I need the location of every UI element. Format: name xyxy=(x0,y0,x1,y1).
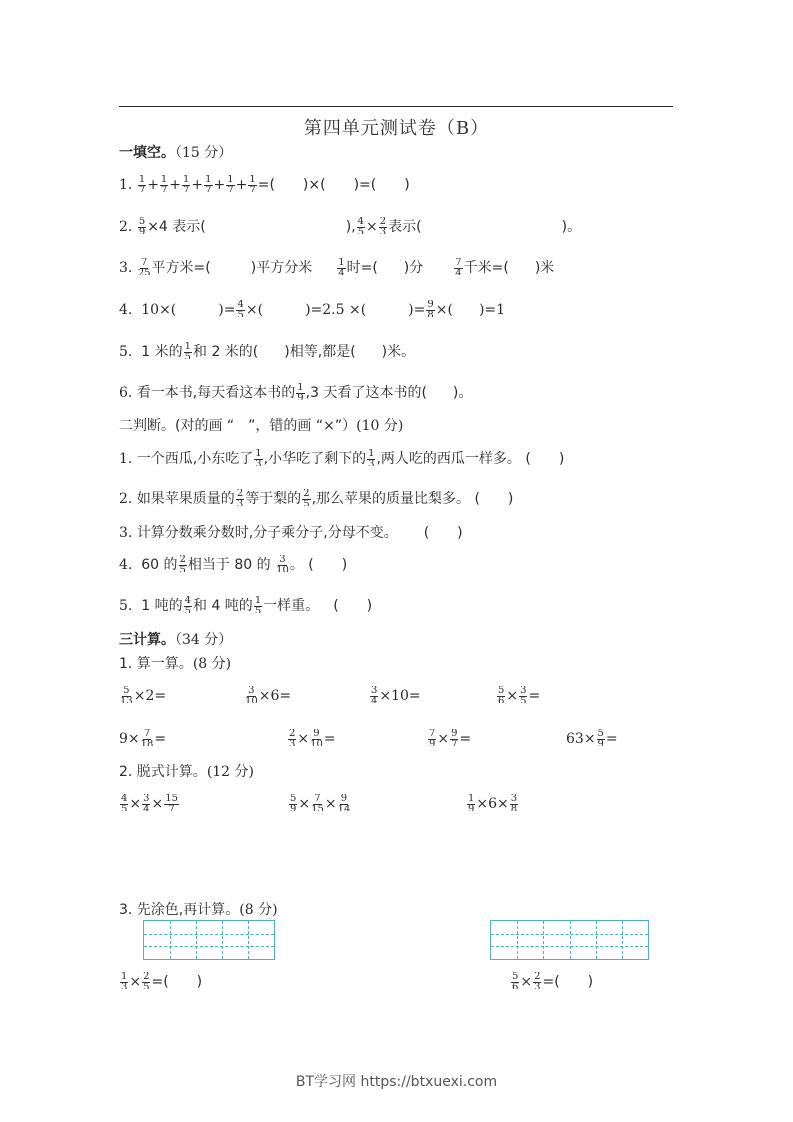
stepwise-expression: $\frac{1}{9}$ ×6× $\frac{3}{8}$ xyxy=(468,794,518,812)
calc-expression: $\frac{7}{9}$ × $\frac{9}{7}$ = xyxy=(429,729,472,747)
fraction: $\frac{3}{10}$ xyxy=(276,555,289,572)
fraction: $\frac{5}{6}$ xyxy=(498,686,505,703)
calc-expression: $\frac{2}{3}$ × $\frac{9}{10}$ = xyxy=(289,729,336,747)
fraction: $\frac{1}{9}$ xyxy=(297,383,304,400)
fraction: $\frac{1}{7}$ xyxy=(205,175,212,192)
answer-blank[interactable]: ( ) xyxy=(525,451,565,467)
fraction: $\frac{3}{8}$ xyxy=(510,794,518,811)
section-score: （34 分） xyxy=(175,632,233,648)
answer-blank[interactable]: ( ) xyxy=(308,557,348,573)
fraction: $\frac{1}{5}$ xyxy=(254,596,262,613)
calc-expression: $\frac{5}{13}$ ×2= xyxy=(120,686,167,704)
fraction: $\frac{1}{3}$ xyxy=(255,449,262,466)
fraction: $\frac{1}{3}$ xyxy=(368,449,375,466)
stepwise-expression: $\frac{5}{9}$ × $\frac{7}{15}$ × $\frac{9}{14}$ xyxy=(290,794,351,812)
section-title: 三计算。 xyxy=(119,632,175,648)
fraction: $\frac{2}{3}$ xyxy=(379,217,387,234)
fill-q2: 2. $\frac{5}{9}$ ×4 表示( ), $\frac{4}{5}$ × $\frac{2}{3}$ 表示( )。 xyxy=(119,217,582,235)
fraction: $\frac{2}{3}$ xyxy=(289,729,296,746)
fraction: $\frac{1}{7}$ xyxy=(249,175,256,192)
fraction: $\frac{2}{5}$ xyxy=(303,489,310,506)
fraction: $\frac{3}{5}$ xyxy=(520,686,527,703)
calc-expression: $\frac{3}{10}$ ×6= xyxy=(245,686,292,704)
judge-q1: 1. 一个西瓜,小东吃了 $\frac{1}{3}$ ,小华吃了剩下的 $\frac{1}{3}$ ,两人吃的西瓜一样多。 ( ) xyxy=(119,449,565,467)
fraction: $\frac{9}{14}$ xyxy=(337,794,351,811)
calc-expression: 9× $\frac{7}{18}$ = xyxy=(119,729,167,747)
section-title: 一填空。 xyxy=(119,145,175,161)
coloring-expr-right: $\frac{5}{6}$ × $\frac{2}{3}$ =( ) xyxy=(512,972,594,990)
coloring-expr-left: $\frac{1}{3}$ × $\frac{2}{5}$ =( ) xyxy=(121,972,203,990)
section1-heading xyxy=(119,143,232,163)
answer-blank[interactable]: ( ) xyxy=(333,598,373,614)
part2-heading: 2. 脱式计算。(12 分) xyxy=(119,764,255,780)
judge-q4: 4. 60 的 $\frac{2}{5}$ 相当于 80 的 $\frac{3}{10}$ 。 ( ) xyxy=(119,555,348,573)
answer-blank[interactable]: =( ) xyxy=(542,974,594,990)
fraction: $\frac{5}{6}$ xyxy=(512,972,519,989)
answer-blank[interactable]: ( ) xyxy=(474,491,514,507)
fraction: $\frac{1}{7}$ xyxy=(227,175,234,192)
judge-q2: 2. 如果苹果质量的 $\frac{2}{3}$ 等于梨的 $\frac{2}{5}$ ,那么苹果的质量比梨多。 ( ) xyxy=(119,489,514,507)
part1-heading: 1. 算一算。(8 分) xyxy=(119,656,232,672)
fraction: $\frac{7}{18}$ xyxy=(140,729,154,746)
fraction: $\frac{1}{7}$ xyxy=(183,175,190,192)
fraction: $\frac{5}{9}$ xyxy=(597,729,604,746)
judge-q3: 3. 计算分数乘分数时,分子乘分子,分母不变。 ( ) xyxy=(119,525,463,541)
footer-watermark: BT学习网 https://btxuexi.com xyxy=(295,1074,498,1090)
part3-heading: 3. 先涂色,再计算。(8 分) xyxy=(119,902,278,918)
fraction: $\frac{7}{25}$ xyxy=(137,258,151,275)
fraction: $\frac{3}{10}$ xyxy=(245,686,258,703)
fraction: $\frac{9}{7}$ xyxy=(451,729,458,746)
section2-heading xyxy=(119,416,403,436)
fraction: $\frac{4}{5}$ xyxy=(357,217,365,234)
header-rule xyxy=(119,106,673,107)
fill-q3: 3. $\frac{7}{25}$ 平方米=( )平方分米 $\frac{1}{4}$ 时=( )分 $\frac{7}{4}$ 千米=( )米 xyxy=(119,258,555,276)
fraction: $\frac{2}{5}$ xyxy=(143,972,150,989)
fraction: $\frac{7}{4}$ xyxy=(455,258,462,275)
fill-q5: 5. 1 米的 $\frac{1}{5}$ 和 2 米的( )相等,都是( )米。 xyxy=(119,342,416,360)
coloring-grid-left[interactable] xyxy=(143,920,275,960)
fraction: $\frac{7}{15}$ xyxy=(311,794,324,811)
fraction: $\frac{4}{5}$ xyxy=(184,596,191,613)
fill-q1: 1. $\frac{1}{7}$ + $\frac{1}{7}$ + $\frac{1}{7}$ + $\frac{1}{7}$ + $\frac{1}{7}$ + $\frac{1}{7}$ =( )×( )=( ) xyxy=(119,175,410,193)
fraction: $\frac{1}{7}$ xyxy=(160,175,168,192)
fraction: $\frac{3}{4}$ xyxy=(371,686,378,703)
judge-q5: 5. 1 吨的 $\frac{4}{5}$ 和 4 吨的 $\frac{1}{5}$ 一样重。 ( ) xyxy=(119,596,373,614)
fraction: $\frac{5}{9}$ xyxy=(290,794,297,811)
section-score: (10 分) xyxy=(356,418,404,434)
page-title: 第四单元测试卷（B） xyxy=(303,118,490,139)
fraction: $\frac{9}{8}$ xyxy=(427,300,434,317)
answer-blank[interactable]: =( ) xyxy=(151,974,203,990)
fraction: $\frac{2}{5}$ xyxy=(179,555,186,572)
fraction: $\frac{4}{5}$ xyxy=(121,794,128,811)
fill-q4: 4. 10×( )= $\frac{4}{5}$ ×( )=2.5 ×( )= $\frac{9}{8}$ ×( )=1 xyxy=(119,300,506,318)
repeated-fractions: $\frac{1}{7}$ + $\frac{1}{7}$ + $\frac{1}{7}$ + $\frac{1}{7}$ + $\frac{1}{7}$ + $\frac{1}{7}$ xyxy=(138,175,256,193)
fraction: $\frac{1}{9}$ xyxy=(468,794,475,811)
fraction: $\frac{4}{5}$ xyxy=(237,300,244,317)
fraction: $\frac{3}{4}$ xyxy=(143,794,150,811)
section3-heading xyxy=(119,630,232,650)
section-title: 二判断。 xyxy=(119,418,175,434)
coloring-grid-right[interactable] xyxy=(490,920,649,960)
fraction: $\frac{5}{9}$ xyxy=(138,217,146,234)
answer-blanks[interactable]: =( )×( )=( ) xyxy=(257,177,410,193)
fraction: $\frac{1}{7}$ xyxy=(138,175,146,192)
calc-expression: $\frac{5}{6}$ × $\frac{3}{5}$ = xyxy=(498,686,541,704)
fraction: $\frac{9}{10}$ xyxy=(310,729,323,746)
fraction: $\frac{1}{4}$ xyxy=(338,258,345,275)
fraction: $\frac{2}{3}$ xyxy=(236,489,244,506)
fraction: $\frac{5}{13}$ xyxy=(120,686,133,703)
calc-expression: 63× $\frac{5}{9}$ = xyxy=(566,729,618,747)
fraction: $\frac{7}{9}$ xyxy=(429,729,436,746)
fill-q6: 6. 看一本书,每天看这本书的 $\frac{1}{9}$ ,3 天看了这本书的( )。 xyxy=(119,383,473,401)
stepwise-expression: $\frac{4}{5}$ × $\frac{3}{4}$ × $\frac{15}{7}$ xyxy=(121,794,178,812)
answer-blank[interactable]: ( ) xyxy=(423,525,463,541)
fraction: $\frac{1}{3}$ xyxy=(121,972,128,989)
section-instruction: (对的画 “ ”，错的画 “×”） xyxy=(175,418,357,434)
section-score: （15 分） xyxy=(175,145,233,161)
calc-expression: $\frac{3}{4}$ ×10= xyxy=(371,686,421,704)
fraction: $\frac{1}{5}$ xyxy=(184,342,191,359)
fraction: $\frac{2}{3}$ xyxy=(534,972,541,989)
fraction: $\frac{15}{7}$ xyxy=(165,794,178,811)
